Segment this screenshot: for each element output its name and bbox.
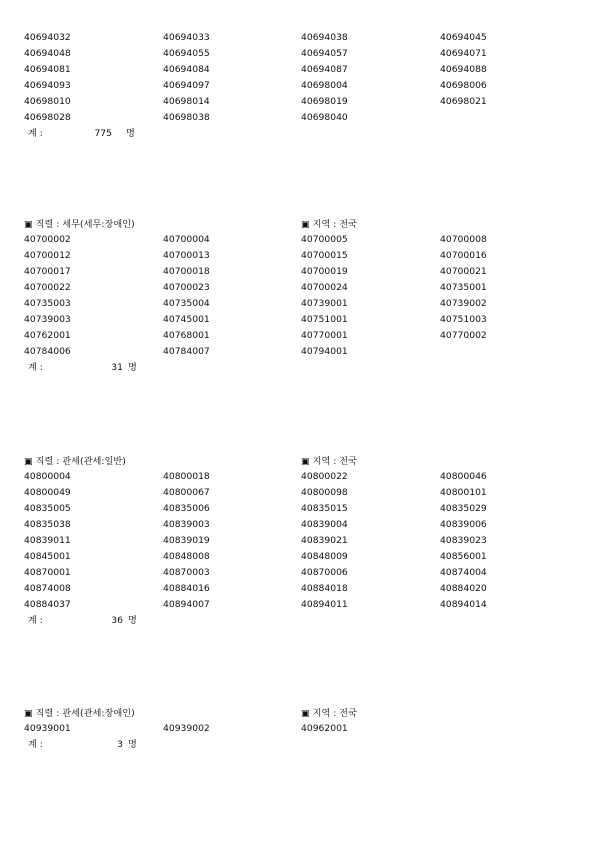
applicant-number: 40698028 — [24, 112, 71, 123]
applicant-number: 40700005 — [301, 234, 348, 245]
region-label: ▣ 지역 : 전국 — [301, 219, 358, 230]
applicant-number: 40848008 — [163, 551, 210, 562]
applicant-number: 40784006 — [24, 346, 71, 357]
applicant-number: 40839023 — [440, 535, 487, 546]
total-count: 775 — [94, 128, 112, 139]
number-grid — [24, 30, 584, 126]
applicant-number: 40870003 — [163, 567, 210, 578]
applicant-number: 40698021 — [440, 96, 487, 107]
total-label: 계 : — [28, 615, 43, 626]
total-unit: 명 — [128, 739, 137, 750]
applicant-number: 40700021 — [440, 266, 487, 277]
applicant-number: 40694032 — [24, 32, 71, 43]
number-grid — [24, 721, 584, 737]
section-continued — [24, 30, 584, 142]
applicant-number: 40800046 — [440, 471, 487, 482]
applicant-number: 40835015 — [301, 503, 348, 514]
applicant-number: 40751003 — [440, 314, 487, 325]
applicant-number: 40700012 — [24, 250, 71, 261]
section-header — [24, 705, 584, 721]
applicant-number: 40884016 — [163, 583, 210, 594]
applicant-number: 40700016 — [440, 250, 487, 261]
applicant-number: 40694097 — [163, 80, 210, 91]
applicant-number: 40698010 — [24, 96, 71, 107]
applicant-number: 40694088 — [440, 64, 487, 75]
applicant-number: 40874004 — [440, 567, 487, 578]
applicant-number: 40745001 — [163, 314, 210, 325]
applicant-number: 40884020 — [440, 583, 487, 594]
applicant-number: 40839004 — [301, 519, 348, 530]
applicant-number: 40762001 — [24, 330, 71, 341]
applicant-number: 40694033 — [163, 32, 210, 43]
applicant-number: 40839006 — [440, 519, 487, 530]
total-count: 31 — [111, 362, 123, 373]
total-label: 계 : — [28, 739, 43, 750]
applicant-number: 40839011 — [24, 535, 71, 546]
applicant-number: 40700002 — [24, 234, 71, 245]
total-row — [24, 737, 584, 753]
total-label: 계 : — [28, 362, 43, 373]
applicant-number: 40694087 — [301, 64, 348, 75]
applicant-number: 40800018 — [163, 471, 210, 482]
section-customs-disabled — [24, 705, 584, 753]
total-label: 계 : — [28, 128, 43, 139]
applicant-number: 40698019 — [301, 96, 348, 107]
applicant-number: 40694071 — [440, 48, 487, 59]
job-series-label: ▣ 직렬 : 관세(관세:일반) — [24, 456, 126, 467]
applicant-number: 40751001 — [301, 314, 348, 325]
applicant-number: 40870006 — [301, 567, 348, 578]
applicant-number: 40856001 — [440, 551, 487, 562]
applicant-number: 40939001 — [24, 723, 71, 734]
applicant-number: 40700022 — [24, 282, 71, 293]
applicant-number: 40698006 — [440, 80, 487, 91]
applicant-number: 40768001 — [163, 330, 210, 341]
applicant-number: 40962001 — [301, 723, 348, 734]
total-unit: 명 — [126, 128, 135, 139]
applicant-number: 40694084 — [163, 64, 210, 75]
total-unit: 명 — [128, 362, 137, 373]
applicant-number: 40800049 — [24, 487, 71, 498]
section-header — [24, 453, 584, 469]
applicant-number: 40700019 — [301, 266, 348, 277]
total-count: 36 — [111, 615, 123, 626]
section-header — [24, 216, 584, 232]
applicant-number: 40800022 — [301, 471, 348, 482]
applicant-number: 40894007 — [163, 599, 210, 610]
applicant-number: 40700004 — [163, 234, 210, 245]
job-series-label: ▣ 직렬 : 세무(세무:장애인) — [24, 219, 135, 230]
total-count: 3 — [117, 739, 123, 750]
applicant-number: 40770001 — [301, 330, 348, 341]
applicant-number: 40739001 — [301, 298, 348, 309]
applicant-number: 40694081 — [24, 64, 71, 75]
section-tax-disabled — [24, 216, 584, 376]
applicant-number: 40698014 — [163, 96, 210, 107]
applicant-number: 40800098 — [301, 487, 348, 498]
applicant-number: 40874008 — [24, 583, 71, 594]
applicant-number: 40839021 — [301, 535, 348, 546]
section-customs-general — [24, 453, 584, 629]
applicant-number: 40835038 — [24, 519, 71, 530]
applicant-number: 40700008 — [440, 234, 487, 245]
applicant-number: 40839019 — [163, 535, 210, 546]
applicant-number: 40800067 — [163, 487, 210, 498]
applicant-number: 40835005 — [24, 503, 71, 514]
applicant-number: 40700017 — [24, 266, 71, 277]
applicant-number: 40939002 — [163, 723, 210, 734]
region-label: ▣ 지역 : 전국 — [301, 456, 358, 467]
applicant-number: 40735003 — [24, 298, 71, 309]
applicant-number: 40698004 — [301, 80, 348, 91]
applicant-number: 40800004 — [24, 471, 71, 482]
applicant-number: 40835029 — [440, 503, 487, 514]
applicant-number: 40784007 — [163, 346, 210, 357]
applicant-number: 40894011 — [301, 599, 348, 610]
applicant-number: 40735004 — [163, 298, 210, 309]
applicant-number: 40694038 — [301, 32, 348, 43]
applicant-number: 40735001 — [440, 282, 487, 293]
total-unit: 명 — [128, 615, 137, 626]
job-series-label: ▣ 직렬 : 관세(관세:장애인) — [24, 708, 135, 719]
applicant-number: 40884018 — [301, 583, 348, 594]
applicant-number: 40739002 — [440, 298, 487, 309]
number-grid — [24, 232, 584, 360]
applicant-number: 40835006 — [163, 503, 210, 514]
applicant-number: 40700018 — [163, 266, 210, 277]
applicant-number: 40694093 — [24, 80, 71, 91]
region-label: ▣ 지역 : 전국 — [301, 708, 358, 719]
number-grid — [24, 469, 584, 613]
applicant-number: 40800101 — [440, 487, 487, 498]
applicant-number: 40700013 — [163, 250, 210, 261]
applicant-number: 40694055 — [163, 48, 210, 59]
applicant-number: 40698040 — [301, 112, 348, 123]
applicant-number: 40848009 — [301, 551, 348, 562]
applicant-number: 40698038 — [163, 112, 210, 123]
total-row — [24, 360, 584, 376]
applicant-number: 40700023 — [163, 282, 210, 293]
applicant-number: 40694045 — [440, 32, 487, 43]
applicant-number: 40694057 — [301, 48, 348, 59]
applicant-number: 40870001 — [24, 567, 71, 578]
applicant-number: 40839003 — [163, 519, 210, 530]
applicant-number: 40894014 — [440, 599, 487, 610]
applicant-number: 40739003 — [24, 314, 71, 325]
applicant-number: 40694048 — [24, 48, 71, 59]
applicant-number: 40700015 — [301, 250, 348, 261]
applicant-number: 40845001 — [24, 551, 71, 562]
applicant-number: 40700024 — [301, 282, 348, 293]
total-row — [24, 613, 584, 629]
applicant-number: 40884037 — [24, 599, 71, 610]
applicant-number: 40770002 — [440, 330, 487, 341]
total-row — [24, 126, 584, 142]
applicant-number: 40794001 — [301, 346, 348, 357]
